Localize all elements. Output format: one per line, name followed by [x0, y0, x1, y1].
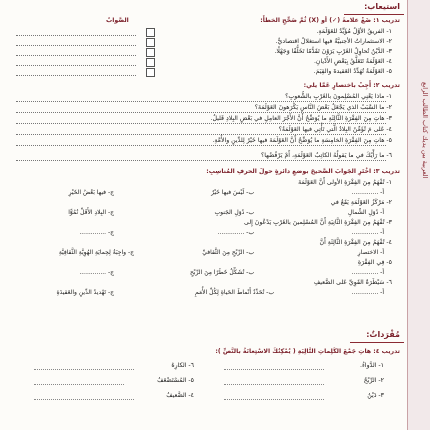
- section-underline: [344, 14, 404, 15]
- ex3-q5-option-b[interactable]: ب- تُشَكِّلُ خَطَرًا مِنَ الرِّبْحِ: [189, 269, 254, 276]
- ex3-title: تدريب ٣: اخْتَرِ الجَوابَ الصَّحيحَ بوضعِ دائرةٍ حولَ الحرفِ المُناسِبِ:: [206, 168, 400, 175]
- ex1-item-1: ١- الفريقُ الأوَّلُ مُؤَيِّدٌ للعَوْلَمَةِ.: [316, 28, 392, 35]
- ex3-q6-option-a[interactable]: أ- ..............: [351, 289, 384, 296]
- ex3-q6-option-c[interactable]: ج- تَهْديدُ الدِّينِ والعَقيدَةِ: [56, 289, 114, 296]
- ex2-item-4: ٤- عَلى مَ تُؤَمِّنُ البِلادُ الَّتي تَأْتِي فيها العَوْلَمَةُ؟: [278, 126, 392, 133]
- ex1-correction-line-5[interactable]: [16, 75, 136, 76]
- ex3-q6-option-b[interactable]: ب- تُحَدِّدُ أَنْماطَ الحَياةِ لِكُلِّ الأُمَمِ: [194, 289, 274, 296]
- ex2-title: تدريب ٢: أَجِبْ باختصارٍ عَمَّا يلي:: [303, 82, 400, 89]
- ex1-item-2: ٢- الاستثماراتُ الأجنبيَّةُ فيها استغلالٌ اقتصاديٌّ.: [275, 38, 392, 45]
- section-vocab-title: مُفْرَداتٌ:: [366, 330, 400, 339]
- ex3-q3-option-b[interactable]: ب- ..............: [217, 229, 254, 236]
- ex3-q4-option-b[interactable]: ب- الرِّبْحِ مِنَ الثَّقافيِّ: [202, 249, 254, 256]
- ex1-checkbox-4[interactable]: [146, 58, 155, 67]
- section-comprehension-title: استيعاب:: [364, 2, 400, 11]
- ex1-item-3: ٣- الدَّيْنُ تُحاوِلُ الغَرْبِ يَرَوْنَ تَقَدُّمًا تَخَلُّفًا وَجَهْلًا.: [274, 48, 392, 55]
- ex4-answer-1[interactable]: [224, 369, 324, 370]
- ex4-answer-5[interactable]: [34, 384, 124, 385]
- ex3-q1-option-c[interactable]: ج- فيها بَعْضُ الخَيْرِ: [68, 189, 114, 196]
- ex1-checkbox-3[interactable]: [146, 48, 155, 57]
- ex4-answer-4[interactable]: [34, 399, 134, 400]
- ex1-correction-line-1[interactable]: [16, 35, 136, 36]
- ex3-q2-option-a[interactable]: أ- دُوَلِ الشِّمالِ: [347, 209, 384, 216]
- ex3-q4-option-c[interactable]: ج- واجِبَةُ لِحِمايَةِ الهُوِيَّةِ الثَّقافِيَّةِ: [58, 249, 134, 256]
- ex1-title: تدريب ١: ضَعْ علامةَ (✓) أو (X) ثُمَّ صَحِّحِ الخطأَ:: [260, 17, 400, 24]
- ex3-q3-option-a[interactable]: أ- ..............: [351, 229, 384, 236]
- ex1-item-5: ٥- العَوْلَمَةُ تُهَدِّدُ العَقيدةَ والقِيَمَ.: [313, 68, 392, 75]
- ex4-item-3: ٣- دَيْنٌ: [367, 392, 384, 399]
- ex3-q6-stem: ٦- سَيْطَرَةُ القَوِيِّ عَلى الضَّعيفِ: [313, 279, 392, 286]
- ex3-q3-option-c[interactable]: ج- ..............: [79, 229, 114, 236]
- ex4-answer-6[interactable]: [34, 369, 134, 370]
- ex2-item-1: ١- ماذا يَعْنِي المُسْلِمونَ بالغَرْبِ بالشُّعوبِ؟: [285, 93, 392, 100]
- ex3-q5-option-a[interactable]: أ- ..............: [351, 269, 384, 276]
- ex2-item-3: ٣- هاتِ مِنَ الفِقْرَةِ الثَّالِثَةِ ما يُوَضِّحُ أَنَّ الأَجْرَ العامِلِ في بَعْضِ البِلادِ قَليلٌ.: [210, 115, 392, 122]
- ex1-correction-line-3[interactable]: [16, 55, 136, 56]
- ex3-q1-stem: ١- تُفْهَمُ مِنَ الفِقْرَةِ الأولى أَنَّ العَوْلَمَةَ: [298, 179, 392, 186]
- ex1-checkbox-2[interactable]: [146, 38, 155, 47]
- ex4-item-2: ٢- الرِّبْحُ: [363, 377, 384, 384]
- ex4-item-6: ٦- الكارِهُ: [171, 362, 194, 369]
- ex4-item-4: ٤- الضَّعيفُ: [166, 392, 194, 399]
- ex2-answer-line-4[interactable]: [16, 134, 386, 135]
- ex3-q3-stem: ٣- تُفْهَمُ مِنَ الفِقْرَةِ الثَّانِيَةِ أَنَّ المُسْلِمينَ بالغَرْبِ يَدْعُونَ إِلى: [244, 219, 392, 226]
- ex4-item-1: ١- الدَّواءُ.: [360, 362, 384, 369]
- page-content: [6, 0, 404, 430]
- ex3-q1-option-a[interactable]: أ- ..............: [351, 189, 384, 196]
- ex1-checkbox-5[interactable]: [146, 68, 155, 77]
- ex3-q4-option-a[interactable]: أ- الاختصارِ: [357, 249, 384, 256]
- vocab-underline: [350, 342, 404, 343]
- ex1-item-4: ٤- العَوْلَمَةُ تَتَعَلَّقُ بِبَعْضِ الأَدْيانِ.: [313, 58, 392, 65]
- ex2-item-5: ٥- هاتِ مِنَ الفِقْرَةِ الخامِسَةِ ما يُوَضِّحُ أَنَّ العَوْلَمَةَ فيها خَيْرٌ لِلدِّينِ والأُمَّةِ.: [212, 137, 392, 144]
- ex2-answer-line-6[interactable]: [16, 160, 386, 161]
- ex2-item-2: ٢- ما السَّبَبُ الذي يَجْعَلُ بَعْضَ النَّاسِ يَكْرَهونَ العَوْلَمَةَ؟: [254, 104, 392, 111]
- ex1-correction-line-4[interactable]: [16, 65, 136, 66]
- ex2-answer-line-2[interactable]: [16, 112, 386, 113]
- ex1-correction-line-2[interactable]: [16, 45, 136, 46]
- ex3-q5-option-c[interactable]: ج- ..............: [79, 269, 114, 276]
- ex2-answer-line-5[interactable]: [16, 145, 386, 146]
- ex2-answer-line-1[interactable]: [16, 101, 386, 102]
- ex3-q2-option-c[interactable]: ج- البِلادِ الأَقَلِّ نُمُوًّا: [68, 209, 114, 216]
- ex4-answer-3[interactable]: [224, 399, 324, 400]
- ex4-item-5: ٥- المُسْتَضْعَفُ: [157, 377, 194, 384]
- ex3-q2-stem: ٢- مَرْكَزُ العَوْلَمَةِ يَقَعُ في: [330, 199, 392, 206]
- ex4-answer-2[interactable]: [224, 384, 324, 385]
- ex2-item-6: ٦- ما رَأْيُكَ في ما يَقولُهُ الكاتِبُ العَوْلَمَةِ، أَمْ يَرْفُضُها؟: [261, 152, 392, 159]
- side-tab-label: العربية بين يديك كتاب الطالب الرابع: [421, 81, 429, 179]
- ex4-title: تدريب ٤: هاتِ جَمْعَ الكَلِماتِ التَّالِيَةِ ( يُمْكِنُكَ الاسْتِعانَةُ بالنَّصِّ ):: [215, 348, 400, 355]
- ex3-q4-stem: ٤- تُفْهَمُ مِنَ الفِقْرَةِ الثَّالِثَةِ أَنَّ: [319, 239, 392, 246]
- ex3-q1-option-b[interactable]: ب- لَيْسَ فيها خَيْرٌ: [211, 189, 254, 196]
- ex2-answer-line-3[interactable]: [16, 123, 386, 124]
- side-tab: [407, 0, 430, 430]
- ex1-correction-header: الصَّوابُ: [106, 17, 129, 24]
- ex1-checkbox-1[interactable]: [146, 28, 155, 37]
- ex3-q2-option-b[interactable]: ب- دُوَلِ الجَنوبِ: [214, 209, 254, 216]
- ex3-q5-stem: ٥- فِي الفِقْرَةِ: [357, 259, 392, 266]
